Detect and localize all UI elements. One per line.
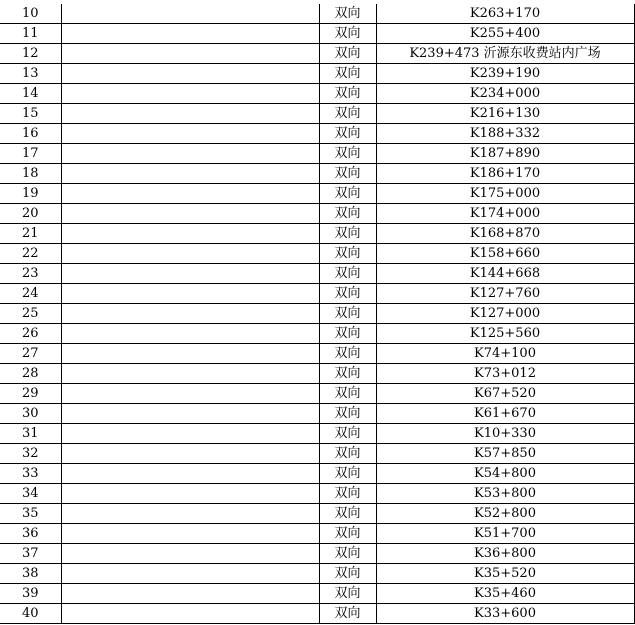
- row-number: 27: [0, 344, 61, 364]
- row-number: 29: [0, 384, 61, 404]
- direction-cell: 双向: [319, 4, 376, 24]
- table-body: [0, 4, 634, 624]
- table-row: [0, 464, 634, 484]
- table-row: [0, 524, 634, 544]
- location-cell: K158+660: [376, 244, 634, 264]
- location-cell: K263+170: [376, 4, 634, 24]
- table-row: [0, 404, 634, 424]
- location-cell: K74+100: [376, 344, 634, 364]
- row-number: 13: [0, 64, 61, 84]
- location-table-container: [0, 4, 634, 624]
- row-number: 33: [0, 464, 61, 484]
- blank-cell: [61, 4, 319, 24]
- location-cell: K168+870: [376, 224, 634, 244]
- direction-cell: 双向: [319, 184, 376, 204]
- blank-cell: [61, 224, 319, 244]
- table-row: [0, 544, 634, 564]
- blank-cell: [61, 464, 319, 484]
- row-number: 22: [0, 244, 61, 264]
- row-number: 24: [0, 284, 61, 304]
- location-cell: K51+700: [376, 524, 634, 544]
- row-number: 34: [0, 484, 61, 504]
- table-row: [0, 44, 634, 64]
- location-cell: K33+600: [376, 604, 634, 624]
- direction-cell: 双向: [319, 544, 376, 564]
- blank-cell: [61, 564, 319, 584]
- direction-cell: 双向: [319, 124, 376, 144]
- location-cell: K54+800: [376, 464, 634, 484]
- direction-cell: 双向: [319, 524, 376, 544]
- location-table: [0, 4, 635, 624]
- table-row: [0, 564, 634, 584]
- blank-cell: [61, 264, 319, 284]
- location-cell: K239+473 沂源东收费站内广场: [376, 44, 634, 64]
- direction-cell: 双向: [319, 64, 376, 84]
- location-cell: K174+000: [376, 204, 634, 224]
- location-cell: K255+400: [376, 24, 634, 44]
- table-row: [0, 504, 634, 524]
- row-number: 35: [0, 504, 61, 524]
- row-number: 26: [0, 324, 61, 344]
- row-number: 37: [0, 544, 61, 564]
- location-cell: K127+000: [376, 304, 634, 324]
- location-cell: K125+560: [376, 324, 634, 344]
- direction-cell: 双向: [319, 24, 376, 44]
- direction-cell: 双向: [319, 484, 376, 504]
- location-cell: K35+520: [376, 564, 634, 584]
- table-row: [0, 604, 634, 624]
- row-number: 10: [0, 4, 61, 24]
- direction-cell: 双向: [319, 584, 376, 604]
- direction-cell: 双向: [319, 364, 376, 384]
- table-row: [0, 64, 634, 84]
- blank-cell: [61, 124, 319, 144]
- direction-cell: 双向: [319, 504, 376, 524]
- row-number: 28: [0, 364, 61, 384]
- blank-cell: [61, 204, 319, 224]
- table-row: [0, 324, 634, 344]
- direction-cell: 双向: [319, 444, 376, 464]
- blank-cell: [61, 364, 319, 384]
- location-cell: K188+332: [376, 124, 634, 144]
- row-number: 39: [0, 584, 61, 604]
- direction-cell: 双向: [319, 44, 376, 64]
- row-number: 40: [0, 604, 61, 624]
- table-row: [0, 304, 634, 324]
- table-row: [0, 244, 634, 264]
- table-row: [0, 284, 634, 304]
- table-row: [0, 264, 634, 284]
- table-row: [0, 84, 634, 104]
- location-cell: K186+170: [376, 164, 634, 184]
- row-number: 15: [0, 104, 61, 124]
- blank-cell: [61, 544, 319, 564]
- blank-cell: [61, 104, 319, 124]
- blank-cell: [61, 344, 319, 364]
- row-number: 25: [0, 304, 61, 324]
- location-cell: K127+760: [376, 284, 634, 304]
- direction-cell: 双向: [319, 424, 376, 444]
- table-row: [0, 4, 634, 24]
- blank-cell: [61, 304, 319, 324]
- blank-cell: [61, 64, 319, 84]
- direction-cell: 双向: [319, 224, 376, 244]
- row-number: 21: [0, 224, 61, 244]
- row-number: 17: [0, 144, 61, 164]
- direction-cell: 双向: [319, 464, 376, 484]
- row-number: 36: [0, 524, 61, 544]
- table-row: [0, 424, 634, 444]
- blank-cell: [61, 84, 319, 104]
- location-cell: K53+800: [376, 484, 634, 504]
- table-row: [0, 364, 634, 384]
- location-cell: K67+520: [376, 384, 634, 404]
- location-cell: K61+670: [376, 404, 634, 424]
- blank-cell: [61, 144, 319, 164]
- table-row: [0, 444, 634, 464]
- table-row: [0, 204, 634, 224]
- location-cell: K234+000: [376, 84, 634, 104]
- row-number: 31: [0, 424, 61, 444]
- blank-cell: [61, 324, 319, 344]
- table-row: [0, 24, 634, 44]
- row-number: 23: [0, 264, 61, 284]
- blank-cell: [61, 184, 319, 204]
- blank-cell: [61, 44, 319, 64]
- direction-cell: 双向: [319, 404, 376, 424]
- row-number: 12: [0, 44, 61, 64]
- blank-cell: [61, 484, 319, 504]
- row-number: 30: [0, 404, 61, 424]
- table-row: [0, 384, 634, 404]
- blank-cell: [61, 504, 319, 524]
- direction-cell: 双向: [319, 284, 376, 304]
- blank-cell: [61, 164, 319, 184]
- location-cell: K57+850: [376, 444, 634, 464]
- location-cell: K216+130: [376, 104, 634, 124]
- blank-cell: [61, 24, 319, 44]
- direction-cell: 双向: [319, 344, 376, 364]
- location-cell: K73+012: [376, 364, 634, 384]
- row-number: 14: [0, 84, 61, 104]
- row-number: 32: [0, 444, 61, 464]
- location-cell: K144+668: [376, 264, 634, 284]
- direction-cell: 双向: [319, 104, 376, 124]
- location-cell: K52+800: [376, 504, 634, 524]
- direction-cell: 双向: [319, 244, 376, 264]
- direction-cell: 双向: [319, 384, 376, 404]
- blank-cell: [61, 604, 319, 624]
- table-row: [0, 164, 634, 184]
- table-row: [0, 224, 634, 244]
- table-row: [0, 344, 634, 364]
- direction-cell: 双向: [319, 304, 376, 324]
- direction-cell: 双向: [319, 324, 376, 344]
- direction-cell: 双向: [319, 564, 376, 584]
- table-row: [0, 104, 634, 124]
- location-cell: K175+000: [376, 184, 634, 204]
- row-number: 16: [0, 124, 61, 144]
- table-row: [0, 584, 634, 604]
- row-number: 38: [0, 564, 61, 584]
- row-number: 19: [0, 184, 61, 204]
- location-cell: K35+460: [376, 584, 634, 604]
- direction-cell: 双向: [319, 264, 376, 284]
- row-number: 11: [0, 24, 61, 44]
- blank-cell: [61, 524, 319, 544]
- table-row: [0, 124, 634, 144]
- table-row: [0, 144, 634, 164]
- blank-cell: [61, 424, 319, 444]
- direction-cell: 双向: [319, 84, 376, 104]
- direction-cell: 双向: [319, 144, 376, 164]
- blank-cell: [61, 404, 319, 424]
- direction-cell: 双向: [319, 164, 376, 184]
- location-cell: K10+330: [376, 424, 634, 444]
- blank-cell: [61, 384, 319, 404]
- row-number: 18: [0, 164, 61, 184]
- location-cell: K36+800: [376, 544, 634, 564]
- row-number: 20: [0, 204, 61, 224]
- table-row: [0, 184, 634, 204]
- location-cell: K187+890: [376, 144, 634, 164]
- table-row: [0, 484, 634, 504]
- blank-cell: [61, 284, 319, 304]
- blank-cell: [61, 244, 319, 264]
- blank-cell: [61, 444, 319, 464]
- direction-cell: 双向: [319, 604, 376, 624]
- location-cell: K239+190: [376, 64, 634, 84]
- direction-cell: 双向: [319, 204, 376, 224]
- blank-cell: [61, 584, 319, 604]
